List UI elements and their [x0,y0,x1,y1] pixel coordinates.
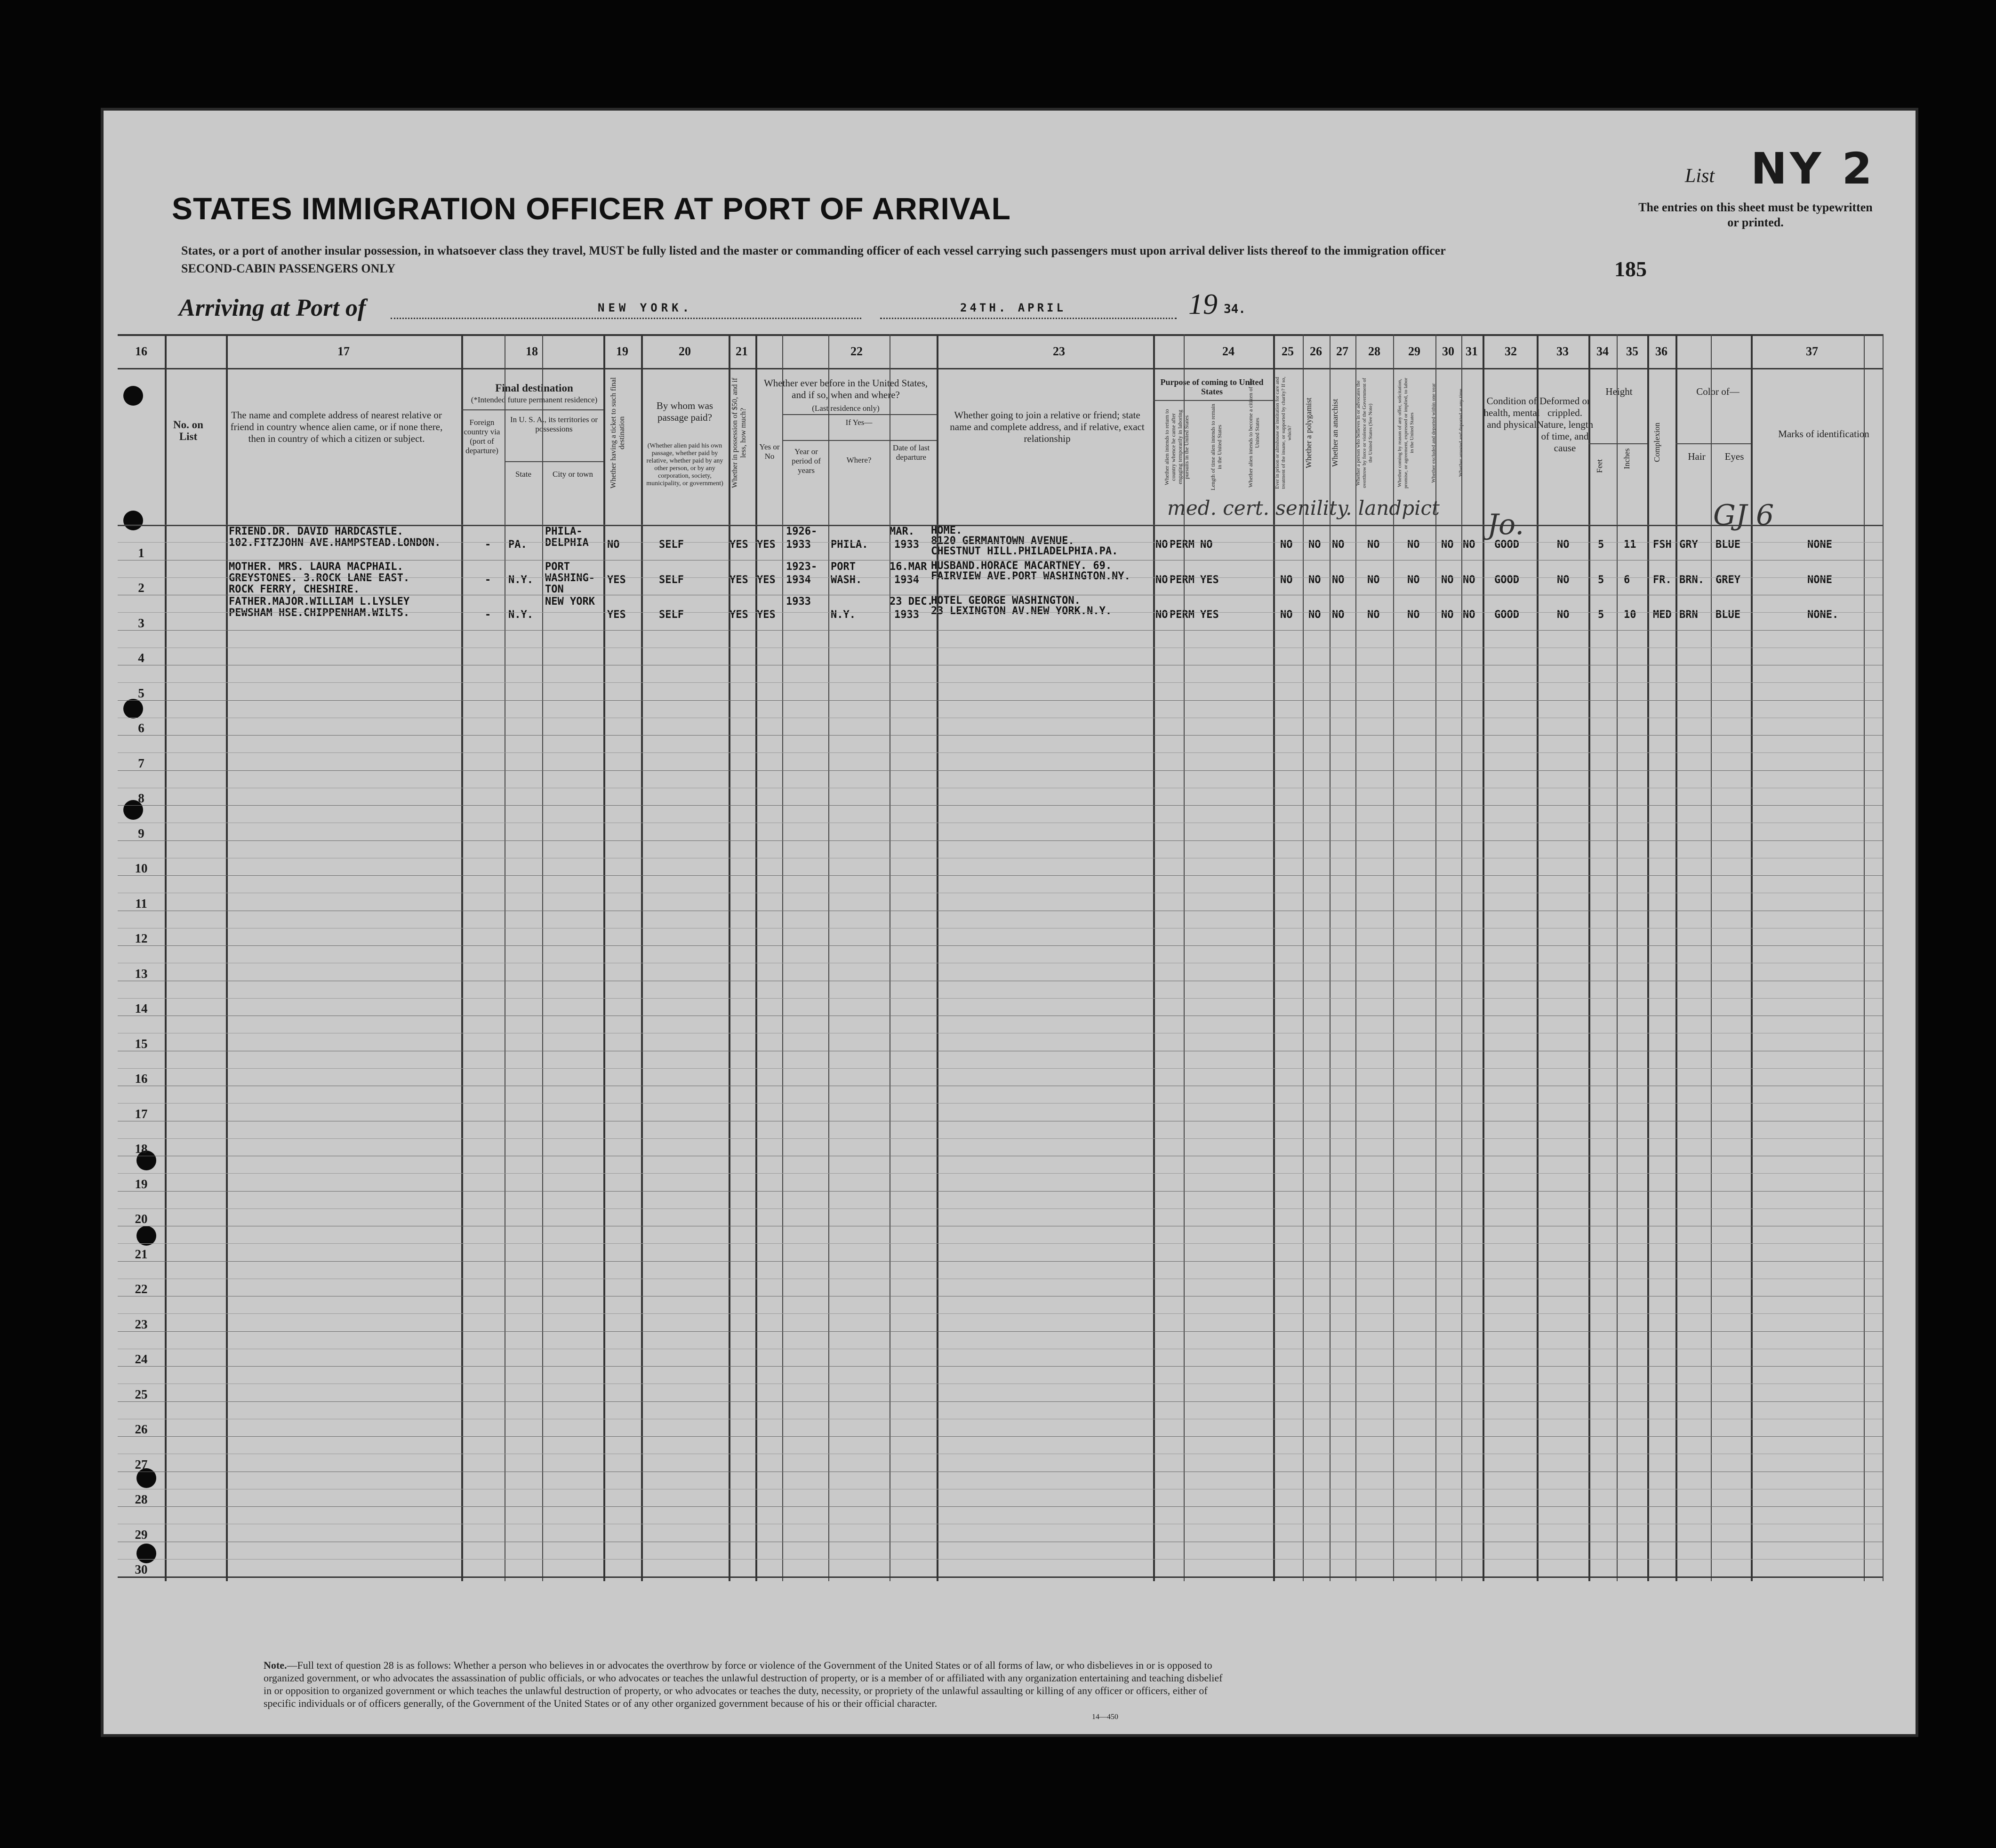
date-underline [880,318,1177,319]
header-money: Whether in possession of $50, and if less, how much? [731,377,747,488]
polygamist: NO [1308,574,1321,586]
footnote-label: Note. [264,1659,287,1671]
q30: NO [1441,574,1454,586]
header-where: Where? [846,456,872,464]
header-foreign-country: Foreign country via (port of departure) [464,418,500,455]
length-of-stay: PERM [1170,609,1194,621]
header-q28: Whether a person who believes in or advocates the overthrow by force or violence of the Government of the United States (See Note) [1355,378,1373,488]
row-number: 10 [135,861,148,876]
column-divider [1393,334,1394,1581]
header-if-yes: If Yes— [845,418,873,427]
header-marks: Marks of identification [1778,428,1869,440]
marks: NONE [1807,539,1832,551]
citizen-intent: NO [1200,539,1213,551]
row-rule [118,1576,1883,1578]
row-number: 3 [138,616,144,630]
column-divider [729,334,730,1581]
relative-address: ROCK FERRY, CHESHIRE. [229,583,360,595]
handwritten-annotation: med. cert. senility. landpict [1167,496,1440,520]
year-suffix: 34. [1224,302,1246,316]
row-rule [118,1436,1883,1437]
row-number: 9 [138,826,144,840]
citizen-intent: YES [1200,609,1219,621]
row-mid-rule [118,612,1883,613]
header-in-usa: In U. S. A., its territories or possessions [510,415,598,433]
deformed: NO [1557,609,1570,621]
where: N.Y. [831,609,856,621]
row-mid-rule [118,1313,1883,1314]
years: 1933 [786,539,811,551]
column-number: 31 [1466,344,1478,358]
column-divider [828,334,829,1581]
height-feet: 5 [1598,609,1604,621]
row-number: 19 [135,1176,148,1191]
q29: NO [1407,539,1420,551]
marks: NONE [1807,574,1832,586]
row-number: 8 [138,791,144,806]
health: GOOD [1494,539,1519,551]
class-line: SECOND-CABIN PASSENGERS ONLY [181,262,396,275]
row-number: 16 [135,1072,148,1086]
column-number: 33 [1556,344,1569,358]
prison: NO [1280,539,1293,551]
destination-city: TON [545,583,564,595]
header-citizen-intent: Whether alien intends to become a citizen of the United States [1247,378,1260,488]
height-feet: 5 [1598,539,1604,551]
q31: NO [1463,574,1475,586]
join-relative: 23 LEXINGTON AV.NEW YORK.N.Y. [931,605,1112,617]
instruction-line: States, or a port of another insular possession, in whatsoever class they travel, MUST be fully listed and the master or commanding officer of each vessel carrying such passengers must upon arrival deliver lists thereof to the immigration officer [181,244,1446,257]
port-value: NEW YORK. [598,301,693,314]
column-number: 16 [135,344,147,358]
row-number: 4 [138,651,144,665]
q31: NO [1463,539,1475,551]
port-underline [391,318,861,319]
column-number: 18 [526,344,538,358]
column-number: 20 [679,344,691,358]
return-intent: NO [1155,609,1168,621]
column-divider [1435,334,1436,1581]
row-rule [118,630,1883,631]
row-number: 25 [135,1387,148,1401]
q28: NO [1367,609,1380,621]
column-divider [226,334,228,1581]
column-number: 27 [1336,344,1348,358]
row-number: 12 [135,931,148,946]
header-inches: Inches [1622,448,1631,470]
length-of-stay: PERM [1170,574,1194,586]
column-divider [1588,334,1590,1581]
row-number: 5 [138,686,144,700]
row-rule [118,1506,1883,1507]
column-number: 29 [1408,344,1420,358]
header-last-residence: (Last residence only) [812,404,880,413]
column-divider [165,334,167,1581]
row-number: 29 [135,1527,148,1542]
destination-city: PORT [545,560,570,573]
header-polygamist: Whether a polygamist [1304,397,1313,469]
join-relative: 8120 GERMANTOWN AVENUE. [931,535,1074,547]
destination-state: PA. [508,539,527,551]
relative-address: PEWSHAM HSE.CHIPPENHAM.WILTS. [229,607,410,619]
row-number: 13 [135,966,148,981]
last-departure: 1933 [894,539,919,551]
ever-before: YES [757,609,776,621]
height-inches: 10 [1624,609,1636,621]
last-departure: 1933 [894,609,919,621]
return-intent: NO [1155,539,1168,551]
citizen-intent: YES [1200,574,1219,586]
row-number: 28 [135,1492,148,1507]
hair-color: GRY [1679,539,1698,551]
row-rule [118,700,1883,701]
row-number: 15 [135,1036,148,1051]
join-relative: HOME. [931,525,962,536]
row-mid-rule [118,542,1883,543]
last-departure: 1934 [894,574,919,586]
column-number: 21 [736,344,748,358]
destination-state: N.Y. [508,574,533,586]
header-yes-no: Yes or No [759,442,780,461]
anarchist: NO [1332,609,1345,621]
row-number: 24 [135,1352,148,1367]
q30: NO [1441,539,1454,551]
row-number: 30 [135,1562,148,1577]
destination-city: WASHING- [545,572,595,584]
header-purpose: Purpose of coming to United States [1160,377,1264,396]
header-final-destination-note: (*Intended future permanent residence) [471,395,598,404]
header-date-departure: Date of last departure [892,443,930,462]
column-divider [1461,334,1462,1581]
header-q30: Whether excluded and deported within one year [1431,383,1436,483]
arriving-label: Arriving at Port of [179,295,366,321]
row-number: 2 [138,581,144,595]
money-50: YES [729,539,748,551]
row-rule [118,875,1883,876]
row-mid-rule [118,752,1883,753]
column-number: 26 [1310,344,1322,358]
money-50: YES [729,609,748,621]
header-complexion: Complexion [1652,422,1661,463]
row-rule [118,945,1883,946]
ever-before: YES [757,539,776,551]
anarchist: NO [1332,539,1345,551]
destination-city: PHILA- [545,526,583,537]
column-divider [782,334,783,1581]
hair-color: BRN [1679,609,1698,621]
list-label: List [1685,165,1715,187]
column-divider [1883,334,1884,1581]
row-number: 27 [135,1457,148,1472]
eye-color: BLUE [1715,539,1740,551]
height-inches: 11 [1624,539,1636,551]
row-mid-rule [118,1208,1883,1209]
column-divider [1273,334,1275,1581]
deformed: NO [1557,574,1570,586]
header-hair: Hair [1688,451,1706,462]
column-number: 32 [1505,344,1517,358]
header-height: Height [1605,386,1633,397]
hair-color: BRN. [1679,574,1704,586]
relative-address: GREYSTONES. 3.ROCK LANE EAST. [229,572,410,584]
q30: NO [1441,609,1454,621]
column-number: 28 [1368,344,1380,358]
height-inches: 6 [1624,574,1630,586]
relative-name: FRIEND.DR. DAVID HARDCASTLE. [229,526,403,537]
column-divider [1330,334,1331,1581]
header-color-of: Color of— [1696,386,1739,397]
column-number: 22 [850,344,863,358]
health: GOOD [1494,574,1519,586]
last-departure: 16.MAR [890,560,927,573]
column-divider [603,334,605,1581]
header-city: City or town [553,470,593,479]
header-eyes: Eyes [1724,451,1744,462]
header-q29: Whether coming by reason of any offer, solicitation, promise, or agreement, expressed or implied, to labor in the United States [1397,377,1415,488]
q29: NO [1407,609,1420,621]
header-deformed: Deformed or crippled. Nature, length of time, and cause [1536,395,1594,454]
column-divider [1711,334,1712,1581]
header-year-period: Year or period of years [792,447,821,475]
column-divider [1537,334,1539,1581]
complexion: FSH [1653,539,1672,551]
complexion: MED [1653,609,1672,621]
column-divider [937,334,938,1581]
header-feet: Feet [1595,459,1604,473]
column-divider [1153,334,1155,1581]
complexion: FR. [1653,574,1672,586]
q29: NO [1407,574,1420,586]
join-relative: HOTEL GEORGE WASHINGTON. [931,595,1081,607]
where: PHILA. [831,539,868,551]
deformed: NO [1557,539,1570,551]
passage-paid-by: SELF [659,609,684,621]
join-relative: CHESTNUT HILL.PHILADELPHIA.PA. [931,545,1118,557]
column-divider [1647,334,1649,1581]
handwritten-annotation: GJ 6 [1713,499,1774,532]
foreign-country: - [485,539,491,551]
q28: NO [1367,574,1380,586]
column-divider [461,334,463,1581]
row-number: 18 [135,1142,148,1156]
return-intent: NO [1155,574,1168,586]
row-mid-rule [118,577,1883,578]
header-state: State [515,470,531,479]
footnote-text: —Full text of question 28 is as follows: Whether a person who believes in or advocates the overthrow by force or violence of the Government of the United States or of all forms of law, or who disbelieves in or is opposed to organized government, or who advocates the assassination of public officials, or who advocates or teaches the unlawful destruction of property, or is a member of or affiliated with any organization entertaining and teaching disbelief in or opposition to organized government or which teaches the unlawful destruction of property, or who advocates or teaches the duty, necessity, or propriety of the unlawful assaulting or killing of any officer or officers, either of specific individuals or of officers generally, of the Government of the United States or of any other organized government because of his or their official character. [264,1659,1223,1709]
header-final-destination: Final destination [495,382,573,394]
header-subdivider [1153,400,1273,401]
column-divider [542,334,543,1581]
height-feet: 5 [1598,574,1604,586]
manifest-table [118,334,1883,1628]
header-subdivider [1588,443,1647,444]
header-health: Condition of health, mental and physical [1483,395,1540,430]
row-rule [118,735,1883,736]
column-number: 35 [1626,344,1638,358]
header-subdivider [1675,443,1751,444]
passage-paid-by: SELF [659,539,684,551]
column-divider [755,334,757,1581]
column-divider [1184,334,1185,1581]
footnote [264,1659,1228,1710]
form-number: 14—450 [1092,1713,1118,1721]
passage-paid-by: SELF [659,574,684,586]
header-ever-before: Whether ever before in the United States, and if so, when and where? [763,377,928,400]
row-mid-rule [118,1103,1883,1104]
row-number: 17 [135,1106,148,1121]
header-purpose-length: Length of time alien intends to remain in the United States [1210,404,1223,490]
typewritten-note: The entries on this sheet must be typewritten or printed. [1638,200,1873,229]
column-divider [641,334,643,1581]
column-number: 25 [1282,344,1294,358]
column-number: 34 [1596,344,1609,358]
column-divider [1303,334,1304,1581]
header-join-relative: Whether going to join a relative or friend; state name and complete address, and if relative, exact relationship [950,409,1145,444]
column-number: 17 [337,344,350,358]
header-subdivider [461,409,603,410]
header-prison: Ever in prison or almshouse or institution for care and treatment of the insane, or supported by charity? If so, which? [1275,376,1292,489]
years: 1934 [786,574,811,586]
length-of-stay: PERM [1170,539,1194,551]
prison: NO [1280,574,1293,586]
row-rule [118,770,1883,771]
column-number: 36 [1655,344,1667,358]
column-number: 30 [1442,344,1454,358]
join-relative: FAIRVIEW AVE.PORT WASHINGTON.NY. [931,570,1130,582]
anarchist: NO [1332,574,1345,586]
where: WASH. [831,574,862,586]
year-prefix: 19 [1188,288,1218,320]
row-rule [118,840,1883,841]
header-relative: The name and complete address of nearest relative or friend in country whence alien came, or if none there, then in country of which a citizen or subject. [230,409,443,444]
years: 1926- [786,526,818,537]
column-number: 23 [1053,344,1065,358]
row-mid-rule [118,1138,1883,1139]
row-number: 1 [138,545,144,560]
eye-color: BLUE [1715,609,1740,621]
row-number: 21 [135,1247,148,1261]
header-passage-paid: By whom was passage paid? [656,400,713,423]
header-purpose-return: Whether alien intends to return to country whence he came after engaging temporarily in laboring pursuits in the United States [1163,409,1190,485]
join-relative: HUSBAND.HORACE MACARTNEY. 69. [931,560,1112,572]
q28: NO [1367,539,1380,551]
column-divider [1483,334,1484,1581]
prison: NO [1280,609,1293,621]
header-subdivider [505,461,603,462]
column-number-row [118,334,1883,369]
column-number: 19 [616,344,628,358]
row-mid-rule [118,682,1883,683]
header-no-on-list: No. on List [173,419,203,442]
column-divider [1355,334,1356,1581]
header-subdivider [782,414,937,415]
relative-address: 102.FITZJOHN AVE.HAMPSTEAD.LONDON. [229,537,441,549]
eye-color: GREY [1715,574,1740,586]
row-number: 22 [135,1282,148,1296]
page-title: STATES IMMIGRATION OFFICER AT PORT OF ARRIVAL [172,191,1011,226]
row-number: 23 [135,1317,148,1331]
row-rule [118,805,1883,806]
row-mid-rule [118,1243,1883,1244]
marks: NONE. [1807,609,1839,621]
where: PORT [831,560,856,573]
ever-before: YES [757,574,776,586]
header-subdivider [782,440,937,441]
column-number: 24 [1222,344,1234,358]
header-passage-paid-note: (Whether alien paid his own passage, whether paid by relative, whether paid by any other person, or by any corporation, society, municipality, or government) [646,442,723,487]
row-mid-rule [118,1173,1883,1174]
ticket: YES [607,574,626,586]
column-divider [1864,334,1865,1581]
row-mid-rule [118,1068,1883,1069]
relative-name: MOTHER. MRS. LAURA MACPHAIL. [229,560,403,573]
row-mid-rule [118,998,1883,999]
column-divider [1675,334,1677,1581]
last-departure: 23 DEC. [890,596,933,608]
money-50: YES [729,574,748,586]
header-ticket: Whether having a ticket to such final destination [609,377,626,489]
row-mid-rule [118,1559,1883,1560]
handwritten-annotation: Jo. [1487,508,1524,541]
destination-city: NEW YORK [545,596,595,608]
row-rule [118,1366,1883,1367]
header-anarchist: Whether an anarchist [1331,399,1339,467]
destination-city: DELPHIA [545,537,589,549]
header-q31: Whether arrested and deported at any time [1458,389,1464,477]
ticket: NO [607,539,620,551]
sheet-number: 185 [1614,257,1647,281]
polygamist: NO [1308,609,1321,621]
column-number: 37 [1806,344,1818,358]
row-rule [118,1191,1883,1192]
row-number: 7 [138,756,144,770]
row-number: 20 [135,1212,148,1226]
ticket: YES [607,609,626,621]
years: 1933 [786,596,811,608]
row-rule [118,1331,1883,1332]
years: 1923- [786,560,818,573]
date-value: 24TH. APRIL [960,301,1066,314]
row-number: 26 [135,1422,148,1437]
health: GOOD [1494,609,1519,621]
q31: NO [1463,609,1475,621]
row-number: 6 [138,721,144,736]
foreign-country: - [485,609,491,621]
destination-state: N.Y. [508,609,533,621]
polygamist: NO [1308,539,1321,551]
last-departure: MAR. [890,526,914,537]
row-number: 11 [135,896,147,911]
column-divider [1617,334,1618,1581]
foreign-country: - [485,574,491,586]
relative-name: FATHER.MAJOR.WILLIAM L.LYSLEY [229,596,410,608]
list-number-handwritten: NY 2 [1751,144,1875,194]
row-number: 14 [135,1001,148,1016]
row-rule [118,1261,1883,1262]
row-rule [118,1401,1883,1402]
